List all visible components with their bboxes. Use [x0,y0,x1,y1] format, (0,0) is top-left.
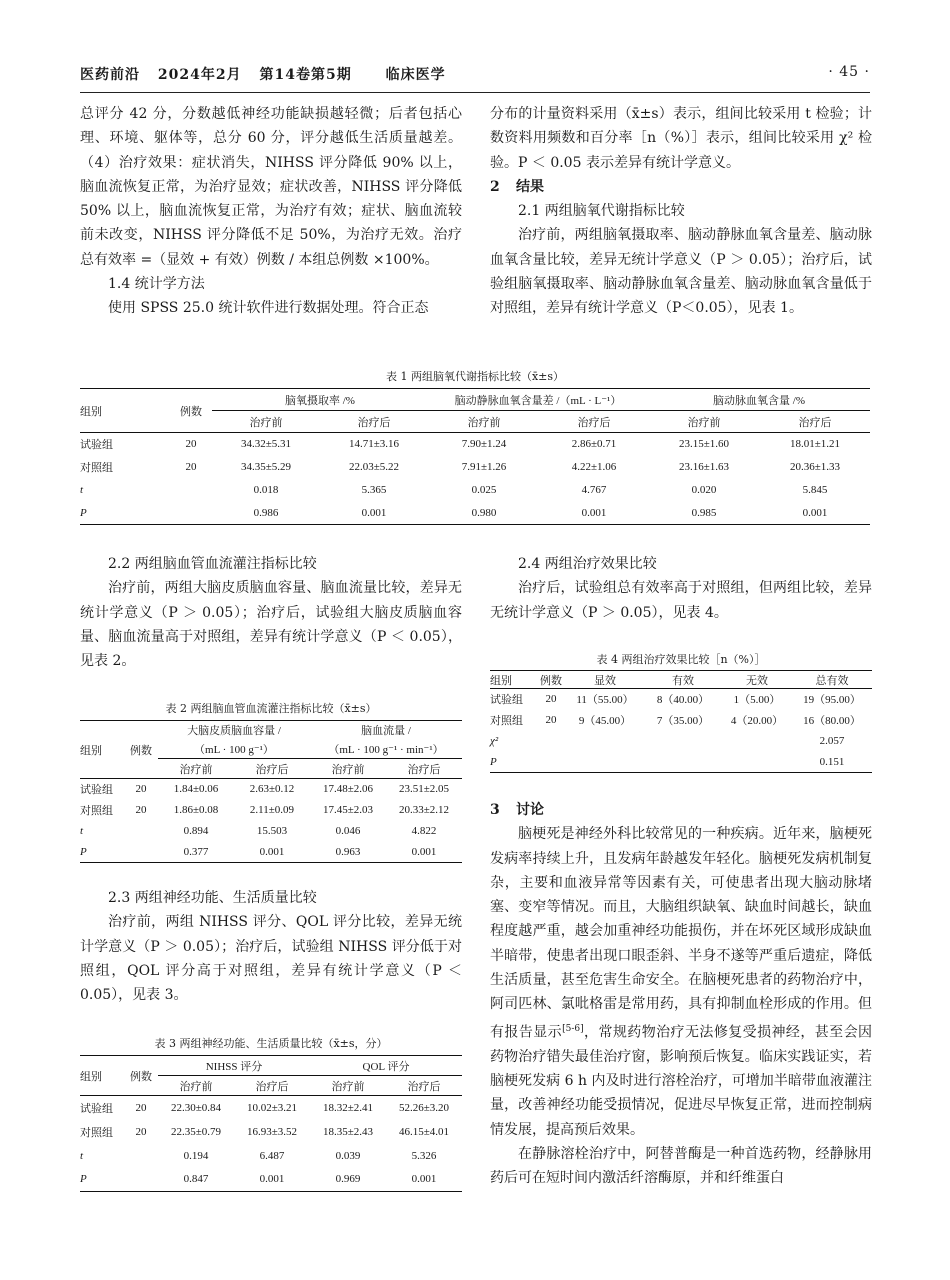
table-cell: 0.001 [581,506,607,519]
table2-header-group: 组别 [80,744,102,757]
table-cell: 对照组 [80,462,113,474]
table1-sub-after: 治疗后 [798,416,832,429]
table-cell: 18.35±2.43 [322,1125,374,1138]
table4-header-effective: 有效 [672,674,694,687]
section-title: 讨论 [516,802,544,818]
header-left [80,64,870,84]
table-cell: 7.91±1.26 [461,461,507,473]
table-cell: 20 [545,714,557,726]
section-heading-results [490,175,872,199]
table2-header-cbf-unit: （mL · 100 g⁻¹ · min⁻¹） [310,740,462,759]
table-cell: 2.11±0.09 [249,804,295,816]
table-cell: 5.845 [802,484,828,496]
table1-header-group: 组别 [80,405,102,418]
table-cell: 0.025 [471,484,497,496]
section-2-4 [490,552,872,625]
table-cell: 9（45.00） [578,715,632,727]
table-cell: P [80,1173,87,1186]
table-cell: t [80,1149,84,1162]
section-2-2 [80,552,462,673]
table-cell: 试验组 [490,694,523,707]
section-title: 结果 [516,178,544,195]
paragraph: 治疗前，两组 NIHSS 评分、QOL 评分比较，差异无统计学意义（P ＞ 0.05）；治疗后，试验组 NIHSS 评分低于对照组，QOL 评分高于对照组，差异有统计学意义（P ＜ 0.05），见表 3。 [80,914,462,1004]
table-row [80,1096,462,1120]
table-cell: 7.90±1.24 [461,438,507,451]
table-cell: P [490,755,497,768]
table-cell: 17.45±2.03 [322,804,374,816]
table-cell: 0.151 [819,755,845,768]
table1-caption: 表 1 两组脑氧代谢指标比较（x̄±s） [385,370,565,383]
paragraph: 总评分 42 分，分数越低神经功能缺损越轻微；后者包括心理、环境、躯体等，总分 60 分，评分越低生活质量越差。（4）治疗效果：症状消失，NIHSS 评分降低 90% 以上，脑血流恢复正常，为治疗显效；症状改善，NIHSS 评分降低 50% 以上，脑血流恢复正常，为治疗有效；症状、脑血流较前未改变，NIHSS 评分降低不足 50%，为治疗无效。治疗总有效率 =（显效 + 有效）例数 / 本组总例数 ×100%。 [80,106,462,268]
table-cell: 18.32±2.41 [322,1101,374,1114]
table-cell: 对照组 [80,1126,113,1139]
issue-date: 2024年2月 [157,67,242,83]
table-cell [124,1144,158,1168]
table-cell: 20 [135,1101,147,1114]
section-2-3 [80,886,462,1007]
table4-header-total: 总有效 [815,674,849,687]
table2-header-cbv: 大脑皮质脑血容量 / [187,725,281,738]
page-number: · 45 · [828,64,870,80]
table4-header-n: 例数 [540,674,562,687]
table3 [80,1055,462,1192]
table-row [80,842,462,863]
table4-caption: 表 4 两组治疗效果比较［n（%）］ [596,653,766,666]
table-cell: 34.32±5.31 [240,438,292,451]
paragraph-text: 脑梗死是神经外科比较常见的一种疾病。近年来，脑梗死发病率持续上升，且发病年龄越发年轻化。脑梗死发病机制复杂，主要和血液异常等因素有关，可使患者出现大脑动脉堵塞、变窄等情况。而且，大脑组织缺氧、缺血时间越长，缺血程度越严重，越会加重神经功能损伤，并在坏死区域形成缺血半暗带，使患者出现口眼歪斜、半身不遂等严重后遗症，降低生活质量，甚至危害生命安全。在脑梗死患者的药物治疗中，阿司匹林、氯吡格雷是常用药，具有抑制血栓形成的作用。但有报告显示 [490,826,872,1041]
table-cell: 对照组 [80,805,113,817]
table1-header-cao2: 脑动脉血氧含量 /% [648,389,870,411]
subsection-heading: 2.3 两组神经功能、生活质量比较 [108,890,317,906]
table-cell: 5.326 [411,1149,437,1162]
table-cell: 0.963 [335,845,361,858]
paragraph [490,822,872,1142]
table-cell: 0.001 [259,1173,285,1186]
table1-header-avdo2: 脑动静脉血氧含量差 /（mL · L⁻¹） [428,389,648,411]
table-cell: 52.26±3.20 [398,1101,450,1114]
journal-name: 医药前沿 [80,67,140,83]
table-cell: χ² [490,735,499,747]
table3-sub-after: 治疗后 [255,1080,289,1093]
table2-sub-after: 治疗后 [255,763,289,776]
table-row [80,433,870,456]
table-cell: 6.487 [259,1149,285,1162]
table4-header-group: 组别 [490,674,512,687]
table-cell: t [80,484,84,496]
table3-caption: 表 3 两组神经功能、生活质量比较（x̄±s，分） [154,1037,388,1050]
table-cell: 15.503 [256,825,288,837]
table3-sub-after: 治疗后 [407,1080,441,1093]
section-number: 2 [490,178,500,195]
table-cell [644,731,722,752]
table-row [490,731,872,752]
table-row [80,1168,462,1192]
table-cell [170,502,212,525]
table-cell: 0.001 [361,506,387,519]
table-cell: 16（80.00） [803,715,861,727]
volume-issue: 第14卷第5期 [259,67,352,83]
table-cell: 0.001 [411,845,437,858]
table4-header-marked: 显效 [594,674,616,687]
table-cell [722,752,792,773]
table3-header-group: 组别 [80,1070,102,1083]
table-cell: 0.894 [183,825,209,837]
table-cell: 20.36±1.33 [789,461,841,473]
table-cell: 0.194 [183,1149,209,1162]
table-cell: 0.986 [253,506,279,519]
table2-sub-before: 治疗前 [179,763,213,776]
table-cell: P [80,506,87,519]
table2-header-cbv-unit: （mL · 100 g⁻¹） [158,740,310,759]
table2-header-n: 例数 [130,744,152,757]
table-row [80,800,462,821]
section-name: 临床医学 [385,67,446,83]
table1-sub-before: 治疗前 [467,416,501,429]
table-cell: 2.057 [819,735,845,747]
table1-header-oer: 脑氧摄取率 /% [212,389,428,411]
table-cell [566,731,644,752]
table-cell: 20 [185,461,197,473]
table-cell: 11（55.00） [576,694,634,707]
section-heading-discussion [490,798,872,822]
table-cell: 4.822 [411,825,437,837]
table-cell: 0.001 [411,1173,437,1186]
table-cell: 1.86±0.08 [173,804,219,816]
paragraph: 治疗前，两组脑氧摄取率、脑动静脉血氧含量差、脑动脉血氧含量比较，差异无统计学意义（P ＞ 0.05）；治疗后，试验组脑氧摄取率、脑动静脉血氧含量差、脑动脉血氧含量低于对照组，差异有统计学意义（P＜0.05），见表 1。 [490,227,872,317]
subsection-heading: 2.2 两组脑血管血流灌注指标比较 [108,556,317,572]
table-cell: 试验组 [80,784,113,797]
table-cell: 14.71±3.16 [348,438,400,451]
table-cell [124,842,158,863]
table-cell: 23.16±1.63 [678,461,730,473]
table-cell: 4.767 [581,484,607,496]
citation: [5-6] [562,1023,584,1034]
paragraph: 分布的计量资料采用（x̄±s）表示，组间比较采用 t 检验；计数资料用频数和百分率［n（%）］表示，组间比较采用 χ² 检验。P ＜ 0.05 表示差异有统计学意义。 [490,106,872,171]
table-row [80,456,870,479]
table-cell: 试验组 [80,1102,113,1115]
table-cell: 17.48±2.06 [322,783,374,796]
table3-header-n: 例数 [130,1070,152,1083]
subsection-heading: 2.1 两组脑氧代谢指标比较 [518,203,685,220]
table1-header-n: 例数 [180,405,202,418]
table3-header-nihss: NIHSS 评分 [158,1056,310,1076]
paragraph: 在静脉溶栓治疗中，阿替普酶是一种首选药物，经静脉用药后可在短时间内激活纤溶酶原，并和纤维蛋白 [490,1145,872,1187]
table2-caption: 表 2 两组脑血管血流灌注指标比较（x̄±s） [165,702,377,715]
table3-header-qol: QOL 评分 [310,1056,462,1076]
table-cell: 0.969 [335,1173,361,1186]
table-cell: 1（5.00） [733,694,781,707]
paragraph: 治疗后，试验组总有效率高于对照组，但两组比较，差异无统计学意义（P ＞ 0.05），见表 4。 [490,580,872,621]
table-cell: 16.93±3.52 [246,1125,298,1138]
table-cell: 19（95.00） [803,694,861,707]
table-row [80,502,870,525]
table-row [80,821,462,842]
table-cell: 0.377 [183,845,209,858]
table-cell: t [80,825,84,837]
table-cell [124,821,158,842]
table-cell: 23.15±1.60 [678,438,730,451]
table-cell: 23.51±2.05 [398,783,450,796]
table1-sub-before: 治疗前 [687,416,721,429]
table-row [80,779,462,800]
table4 [490,670,872,773]
table-cell: 0.001 [802,506,828,519]
table-cell: 20 [135,783,147,796]
table2-sub-after: 治疗后 [407,763,441,776]
table-cell [536,752,566,773]
table-cell: 0.039 [335,1149,361,1162]
paragraph: 使用 SPSS 25.0 统计软件进行数据处理。符合正态 [108,300,429,317]
table-cell [124,1168,158,1192]
table-cell: P [80,845,87,858]
table-cell: 1.84±0.06 [173,783,219,796]
header-rule [80,92,870,93]
table-row [80,479,870,502]
subsection-heading: 2.4 两组治疗效果比较 [518,556,657,572]
table-cell: 0.985 [691,506,717,519]
table-cell: 0.046 [335,825,361,837]
table2-header-cbf: 脑血流量 / [361,725,411,738]
table-cell: 18.01±1.21 [789,438,841,451]
table-cell [722,731,792,752]
table1-sub-before: 治疗前 [249,416,283,429]
table-cell: 20 [135,804,147,816]
table-cell: 0.018 [253,484,279,496]
table-cell: 20.33±2.12 [398,804,450,816]
table-cell [566,752,644,773]
table3-sub-before: 治疗前 [331,1080,365,1093]
table-cell: 4.22±1.06 [571,461,617,473]
table1-sub-after: 治疗后 [577,416,611,429]
table-row [490,710,872,731]
table-cell: 22.35±0.79 [170,1125,222,1138]
table-row [80,1120,462,1144]
table-row [80,1144,462,1168]
table4-header-ineffective: 无效 [746,674,768,687]
table-cell: 22.30±0.84 [170,1101,222,1114]
table-cell: 0.020 [691,484,717,496]
table-cell: 4（20.00） [730,715,784,727]
table-row [490,689,872,710]
left-column-top [80,102,462,321]
paragraph: 治疗前，两组大脑皮质脑血容量、脑血流量比较，差异无统计学意义（P ＞ 0.05）；治疗后，试验组大脑皮质脑血容量、脑血流量高于对照组，差异有统计学意义（P ＜ 0.05），见表 2。 [80,580,462,670]
table-cell: 2.86±0.71 [571,438,617,451]
table-cell: 0.001 [259,845,285,858]
table-cell: 34.35±5.29 [240,461,292,473]
table-cell [536,731,566,752]
table-cell: 8（40.00） [656,694,710,707]
section-3-discussion [490,798,872,1190]
table-cell: 试验组 [80,439,113,452]
table-cell [644,752,722,773]
table-cell: 20 [545,693,557,706]
table-cell [170,479,212,502]
table-cell: 0.847 [183,1173,209,1186]
table-cell: 2.63±0.12 [249,783,295,796]
table-cell: 20 [135,1125,147,1138]
table-cell: 5.365 [361,484,387,496]
table3-sub-before: 治疗前 [179,1080,213,1093]
table2-sub-before: 治疗前 [331,763,365,776]
table1 [80,388,870,525]
table-cell: 22.03±5.22 [348,461,400,473]
paragraph-text: ，常规药物治疗无法修复受损神经，甚至会因药物治疗错失最佳治疗窗，影响预后恢复。临床实践证实，若脑梗死发病 6 h 内及时进行溶栓治疗，可增加半暗带血液灌注量，改善神经功能受损情况，促进尽早恢复正常，进而控制病情发展，提高预后效果。 [490,1024,873,1138]
table-cell: 10.02±3.21 [246,1101,298,1114]
table-cell: 7（35.00） [656,715,710,727]
table1-sub-after: 治疗后 [357,416,391,429]
table-cell: 20 [185,438,197,451]
table-cell: 对照组 [490,715,523,727]
table-row [490,752,872,773]
table-cell: 0.980 [471,506,497,519]
section-number: 3 [490,802,500,818]
table2 [80,720,462,863]
table-cell: 46.15±4.01 [398,1125,450,1138]
section-heading: 1.4 统计学方法 [108,276,205,293]
running-header [80,64,870,86]
right-column-top [490,102,872,321]
